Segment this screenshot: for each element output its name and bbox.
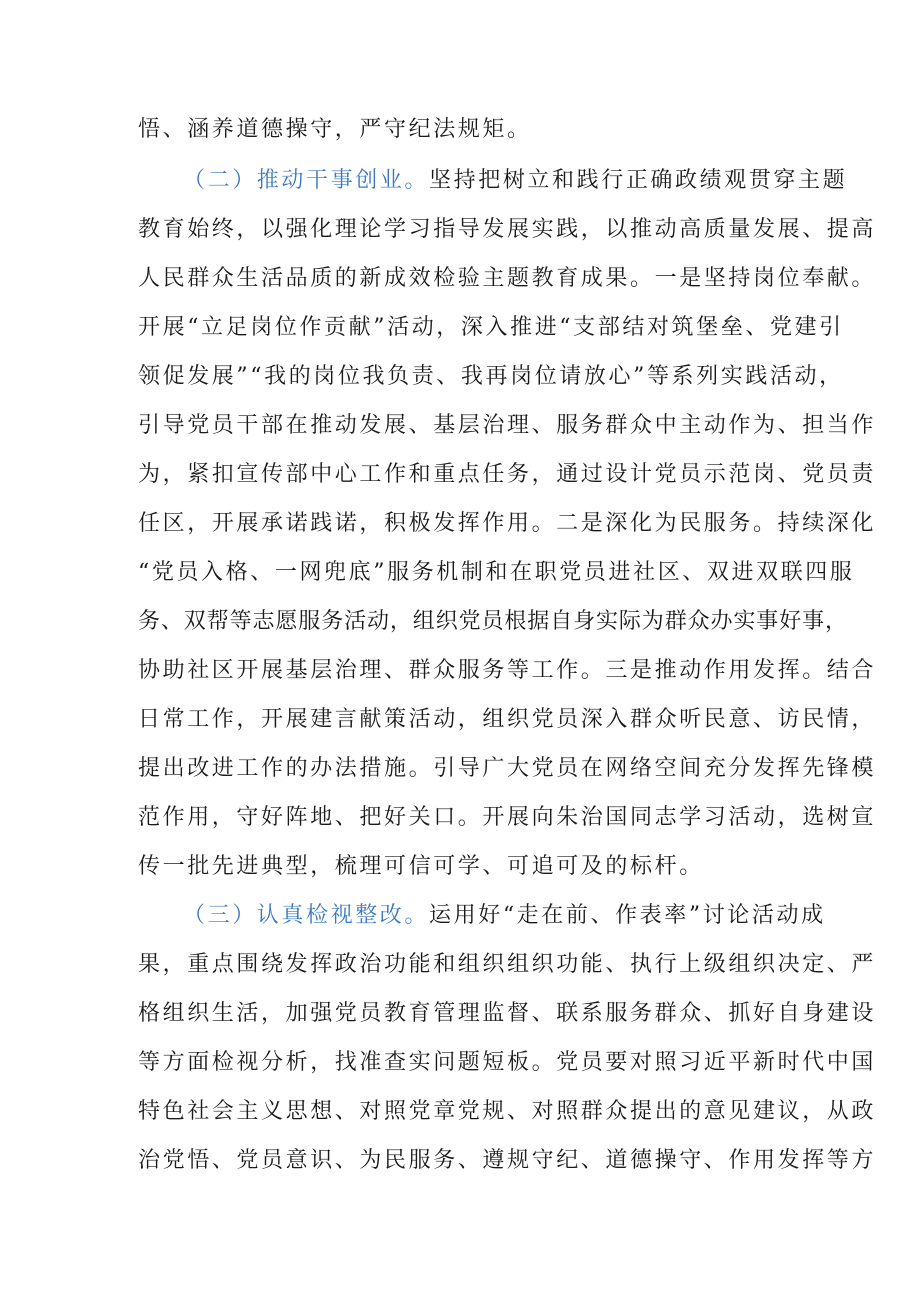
paragraph-line	[138, 353, 920, 401]
paragraph-line	[138, 598, 920, 646]
paragraph-line	[138, 647, 920, 695]
paragraph-line	[138, 106, 920, 154]
section-heading: （二）推动干事创业。	[183, 168, 430, 193]
line-text: “党员入格、一网兜底”服务机制和在职党员进社区、双进双联四服	[138, 560, 855, 585]
paragraph-line	[138, 990, 920, 1038]
section-heading-line	[183, 892, 920, 940]
paragraph-line	[138, 1137, 920, 1185]
section-heading: （三）认真检视整改。	[183, 903, 430, 928]
line-text: 人民群众生活品质的新成效检验主题教育成果。一是坚持岗位奉献。	[138, 266, 877, 291]
line-text: 引导党员干部在推动发展、基层治理、服务群众中主动作为、担当作	[138, 413, 877, 438]
line-text: 治党悟、党员意识、为民服务、遵规守纪、道德操守、作用发挥等方	[138, 1148, 877, 1173]
paragraph-line	[138, 304, 920, 352]
line-text: 务、双帮等志愿服务活动，组织党员根据自身实际为群众办实事好事，	[138, 609, 848, 634]
line-text: 范作用，守好阵地、把好关口。开展向朱治国同志学习活动，选树宣	[138, 805, 877, 830]
line-text: 运用好“走在前、作表率”讨论活动成	[429, 903, 826, 928]
line-text: 提出改进工作的办法措施。引导广大党员在网络空间充分发挥先锋模	[138, 756, 877, 781]
line-text: 为，紧扣宣传部中心工作和重点任务，通过设计党员示范岗、党员责	[138, 462, 877, 487]
line-text: 格组织生活，加强党员教育管理监督、联系服务群众、抓好自身建设	[138, 1001, 877, 1026]
line-text: 坚持把树立和践行正确政绩观贯穿主题	[429, 168, 848, 193]
line-text: 悟、涵养道德操守，严守纪法规矩。	[138, 117, 532, 142]
line-text: 传一批先进典型，梳理可信可学、可追可及的标杆。	[138, 854, 704, 879]
paragraph-line	[138, 451, 920, 499]
paragraph-line	[138, 1088, 920, 1136]
line-text: 领促发展”“我的岗位我负责、我再岗位请放心”等系列实践活动，	[138, 364, 844, 389]
paragraph-line	[138, 402, 920, 450]
paragraph-line	[138, 843, 920, 891]
paragraph-line	[138, 206, 920, 254]
line-text: 协助社区开展基层治理、群众服务等工作。三是推动作用发挥。结合	[138, 658, 877, 683]
paragraph-line	[138, 745, 920, 793]
line-text: 特色社会主义思想、对照党章党规、对照群众提出的意见建议，从政	[138, 1099, 877, 1124]
paragraph-line	[138, 794, 920, 842]
line-text: 任区，开展承诺践诺，积极发挥作用。二是深化为民服务。持续深化	[138, 511, 877, 536]
paragraph-line	[138, 549, 920, 597]
line-text: 等方面检视分析，找准查实问题短板。党员要对照习近平新时代中国	[138, 1050, 877, 1075]
section-heading-line	[183, 157, 920, 205]
line-text: 果，重点围绕发挥政治功能和组织组织功能、执行上级组织决定、严	[138, 952, 877, 977]
paragraph-line	[138, 696, 920, 744]
paragraph-line	[138, 255, 920, 303]
line-text: 开展“立足岗位作贡献”活动，深入推进“支部结对筑堡垒、党建引	[138, 315, 844, 340]
paragraph-line	[138, 941, 920, 989]
line-text: 教育始终，以强化理论学习指导发展实践，以推动高质量发展、提高	[138, 217, 877, 242]
line-text: 日常工作，开展建言献策活动，组织党员深入群众听民意、访民情，	[138, 707, 877, 732]
paragraph-line	[138, 1039, 920, 1087]
paragraph-line	[138, 500, 920, 548]
